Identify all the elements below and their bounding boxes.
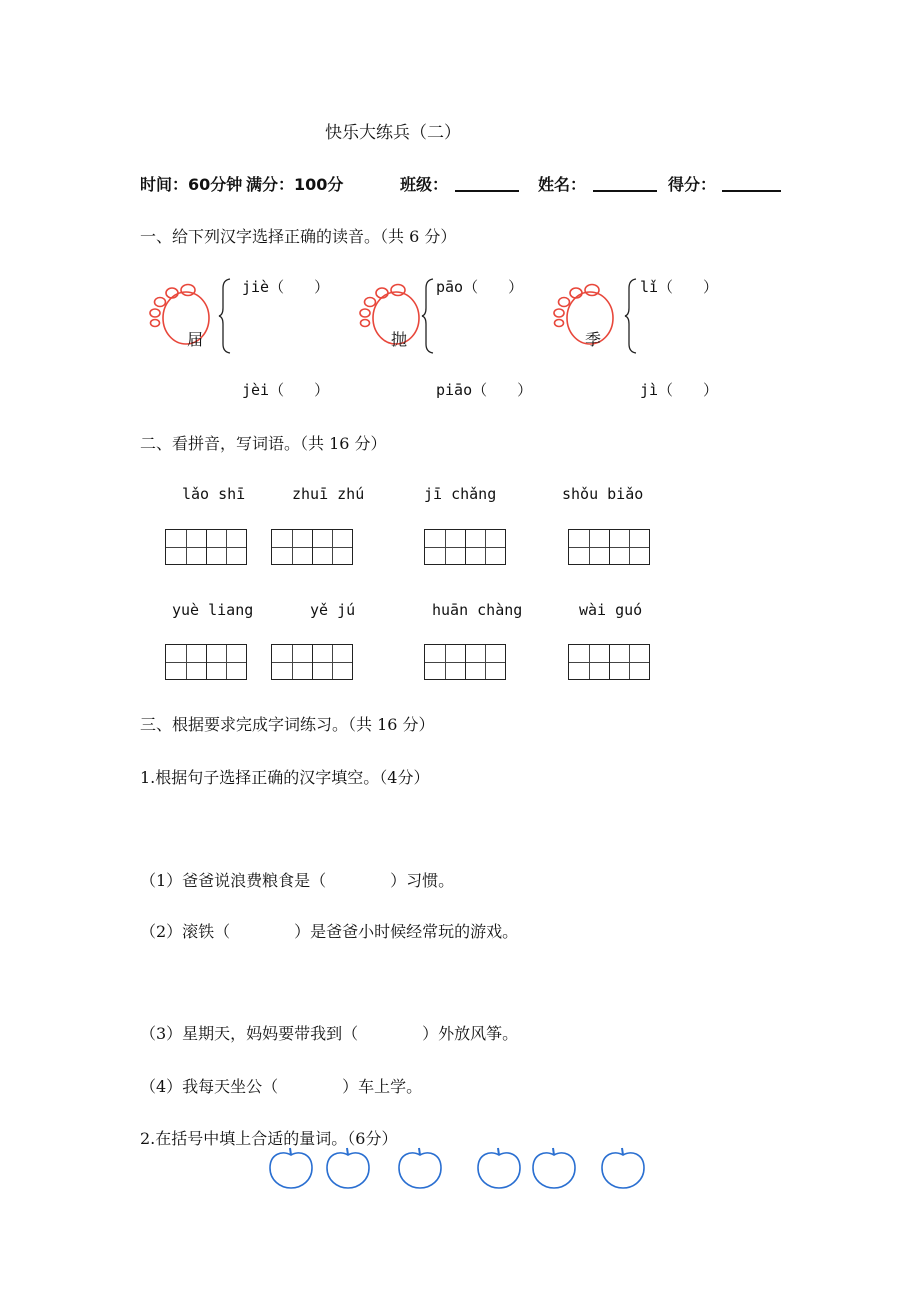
apple-icon: [531, 1146, 577, 1190]
apple-icon: [397, 1146, 443, 1190]
name-blank[interactable]: [593, 172, 657, 192]
pinyin-option-bottom-1[interactable]: jèi（ ）: [242, 381, 330, 399]
char-2: 抛: [391, 330, 408, 349]
fill-item-3[interactable]: （3）星期天，妈妈要带我到（ ）外放风筝。: [140, 1024, 519, 1043]
fill-item-4[interactable]: （4）我每天坐公（ ）车上学。: [140, 1077, 423, 1096]
writing-grid[interactable]: [271, 529, 353, 565]
time-label: 时间：60分钟: [140, 175, 243, 194]
q2-title: 2.在括号中填上合适的量词。（6分）: [140, 1129, 398, 1148]
section1-heading: 一、给下列汉字选择正确的读音。（共 6 分）: [140, 227, 457, 246]
pinyin-word: shǒu biǎo: [562, 485, 644, 503]
char-3: 季: [585, 330, 602, 349]
pinyin-word: wài guó: [579, 601, 643, 619]
brace-icon: [421, 278, 435, 354]
pinyin-option-top-2[interactable]: pāo（ ）: [436, 278, 524, 296]
score-label: 得分：: [668, 175, 717, 194]
writing-grid[interactable]: [165, 644, 247, 680]
apple-icon: [325, 1146, 371, 1190]
section2-heading: 二、看拼音，写词语。（共 16 分）: [140, 434, 387, 453]
name-label: 姓名：: [538, 175, 587, 194]
apple-icon: [268, 1146, 314, 1190]
pinyin-option-bottom-3[interactable]: jì（ ）: [640, 381, 719, 399]
apple-icon: [600, 1146, 646, 1190]
pinyin-option-top-3[interactable]: lǐ（ ）: [640, 278, 719, 296]
pinyin-word: yuè liang: [172, 601, 254, 619]
page-title: 快乐大练兵（二）: [325, 123, 461, 143]
char-1: 届: [187, 330, 204, 349]
writing-grid[interactable]: [424, 644, 506, 680]
score-blank[interactable]: [722, 172, 781, 192]
pinyin-option-bottom-2[interactable]: piāo（ ）: [436, 381, 533, 399]
footprint-icon: [146, 282, 216, 348]
q1-title: 1.根据句子选择正确的汉字填空。（4分）: [140, 768, 430, 787]
brace-icon: [624, 278, 638, 354]
writing-grid[interactable]: [271, 644, 353, 680]
pinyin-word: lǎo shī: [182, 485, 246, 503]
writing-grid[interactable]: [165, 529, 247, 565]
fill-item-1[interactable]: （1）爸爸说浪费粮食是（ ）习惯。: [140, 871, 455, 890]
apple-icon: [476, 1146, 522, 1190]
pinyin-word: huān chàng: [432, 601, 523, 619]
writing-grid[interactable]: [424, 529, 506, 565]
class-blank[interactable]: [455, 172, 519, 192]
pinyin-word: jī chǎng: [424, 485, 497, 503]
pinyin-word: zhuī zhú: [292, 485, 365, 503]
fill-item-2[interactable]: （2）滚铁（ ）是爸爸小时候经常玩的游戏。: [140, 922, 519, 941]
full-score-label: 满分：100分: [246, 175, 344, 194]
writing-grid[interactable]: [568, 644, 650, 680]
section3-heading: 三、根据要求完成字词练习。（共 16 分）: [140, 715, 435, 734]
pinyin-word: yě jú: [310, 601, 356, 619]
writing-grid[interactable]: [568, 529, 650, 565]
brace-icon: [218, 278, 232, 354]
class-label: 班级：: [400, 175, 449, 194]
pinyin-option-top-1[interactable]: jiè（ ）: [242, 278, 330, 296]
